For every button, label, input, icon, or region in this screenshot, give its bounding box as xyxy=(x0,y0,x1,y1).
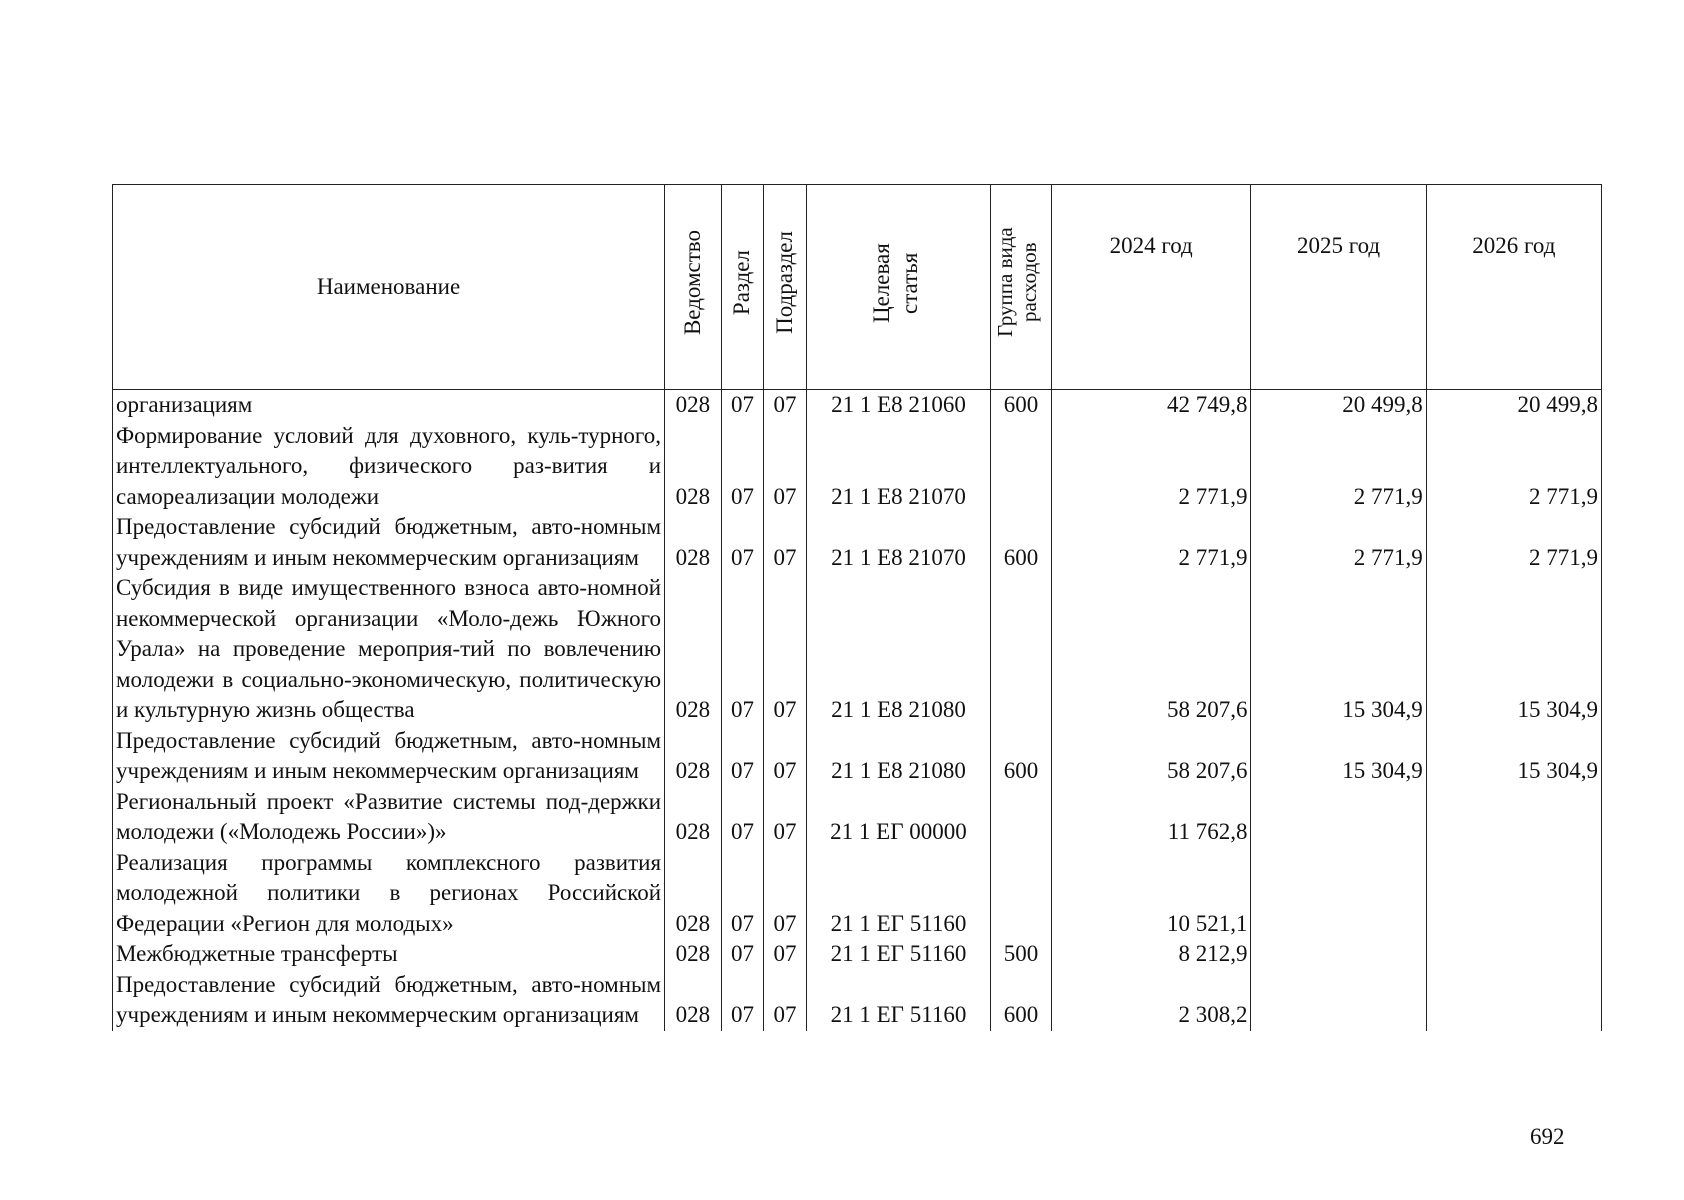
cell-2025 xyxy=(1251,848,1426,940)
cell-2026 xyxy=(1426,939,1601,970)
cell-2025 xyxy=(1251,970,1426,1031)
cell-subsection: 07 xyxy=(764,390,807,421)
cell-section: 07 xyxy=(721,573,764,726)
cell-2026 xyxy=(1426,848,1601,940)
cell-subsection: 07 xyxy=(764,726,807,787)
cell-section: 07 xyxy=(721,848,764,940)
table-row xyxy=(113,939,1602,970)
cell-target-article: 21 1 Е8 21080 xyxy=(806,726,990,787)
cell-ministry: 028 xyxy=(665,787,722,848)
cell-subsection: 07 xyxy=(764,787,807,848)
cell-ministry: 028 xyxy=(665,421,722,513)
cell-name: Формирование условий для духовного, куль-турного, интеллектуального, физического раз-вития и самореализации молодежи xyxy=(113,421,665,513)
cell-2024: 58 207,6 xyxy=(1051,573,1251,726)
table-row xyxy=(113,573,1602,726)
cell-subsection: 07 xyxy=(764,970,807,1031)
header-2026: 2026 год xyxy=(1426,185,1601,390)
cell-2026 xyxy=(1426,787,1601,848)
cell-name: Предоставление субсидий бюджетным, авто-номным учреждениям и иным некоммерческим организациям xyxy=(113,970,665,1031)
cell-name: Межбюджетные трансферты xyxy=(113,939,665,970)
cell-subsection: 07 xyxy=(764,421,807,513)
header-2024: 2024 год xyxy=(1051,185,1251,390)
cell-2026: 15 304,9 xyxy=(1426,726,1601,787)
table-row xyxy=(113,970,1602,1031)
cell-2024: 2 771,9 xyxy=(1051,512,1251,573)
cell-name: Субсидия в виде имущественного взноса авто-номной некоммерческой организации «Моло-дежь Южного Урала» на проведение мероприя-тий по вовлечению молодежи в социально-экономическую, политическую и культурную жизнь общества xyxy=(113,573,665,726)
cell-2025 xyxy=(1251,939,1426,970)
header-ministry: Ведомство xyxy=(665,185,722,390)
cell-2024: 8 212,9 xyxy=(1051,939,1251,970)
table-row xyxy=(113,726,1602,787)
cell-2026: 20 499,8 xyxy=(1426,390,1601,421)
header-section: Раздел xyxy=(721,185,764,390)
cell-target-article: 21 1 ЕГ 51160 xyxy=(806,970,990,1031)
table-row xyxy=(113,390,1602,421)
cell-subsection: 07 xyxy=(764,848,807,940)
header-name: Наименование xyxy=(113,185,665,390)
cell-2024: 11 762,8 xyxy=(1051,787,1251,848)
cell-2025: 2 771,9 xyxy=(1251,512,1426,573)
cell-target-article: 21 1 Е8 21070 xyxy=(806,512,990,573)
header-target-article: Целевая статья xyxy=(806,185,990,390)
cell-target-article: 21 1 ЕГ 51160 xyxy=(806,848,990,940)
cell-ministry: 028 xyxy=(665,390,722,421)
cell-2024: 2 771,9 xyxy=(1051,421,1251,513)
cell-ministry: 028 xyxy=(665,573,722,726)
cell-ministry: 028 xyxy=(665,848,722,940)
cell-2024: 58 207,6 xyxy=(1051,726,1251,787)
cell-subsection: 07 xyxy=(764,939,807,970)
cell-expense-group: 600 xyxy=(991,512,1052,573)
cell-2026: 2 771,9 xyxy=(1426,512,1601,573)
cell-section: 07 xyxy=(721,390,764,421)
cell-expense-group: 600 xyxy=(991,390,1052,421)
cell-2024: 2 308,2 xyxy=(1051,970,1251,1031)
cell-target-article: 21 1 Е8 21070 xyxy=(806,421,990,513)
cell-target-article: 21 1 ЕГ 51160 xyxy=(806,939,990,970)
cell-subsection: 07 xyxy=(764,512,807,573)
cell-name: Предоставление субсидий бюджетным, авто-номным учреждениям и иным некоммерческим организациям xyxy=(113,726,665,787)
cell-subsection: 07 xyxy=(764,573,807,726)
cell-2026: 2 771,9 xyxy=(1426,421,1601,513)
cell-name: организациям xyxy=(113,390,665,421)
cell-ministry: 028 xyxy=(665,970,722,1031)
table-header-row xyxy=(113,185,1602,390)
page-number: 692 xyxy=(1530,1124,1565,1149)
header-expense-group: Группа вида расходов xyxy=(991,185,1052,390)
cell-expense-group xyxy=(991,421,1052,513)
cell-2024: 42 749,8 xyxy=(1051,390,1251,421)
budget-table xyxy=(112,184,1602,1031)
cell-section: 07 xyxy=(721,421,764,513)
cell-2024: 10 521,1 xyxy=(1051,848,1251,940)
table-row xyxy=(113,421,1602,513)
cell-ministry: 028 xyxy=(665,726,722,787)
cell-expense-group xyxy=(991,848,1052,940)
cell-target-article: 21 1 Е8 21060 xyxy=(806,390,990,421)
cell-name: Реализация программы комплексного развития молодежной политики в регионах Российской Федерации «Регион для молодых» xyxy=(113,848,665,940)
cell-name: Предоставление субсидий бюджетным, авто-номным учреждениям и иным некоммерческим организациям xyxy=(113,512,665,573)
table-row xyxy=(113,512,1602,573)
cell-name: Региональный проект «Развитие системы под-держки молодежи («Молодежь России»)» xyxy=(113,787,665,848)
cell-section: 07 xyxy=(721,939,764,970)
cell-ministry: 028 xyxy=(665,939,722,970)
cell-2026 xyxy=(1426,970,1601,1031)
table-body xyxy=(113,390,1602,1031)
cell-section: 07 xyxy=(721,787,764,848)
cell-expense-group xyxy=(991,787,1052,848)
cell-2026: 15 304,9 xyxy=(1426,573,1601,726)
cell-section: 07 xyxy=(721,726,764,787)
header-2025: 2025 год xyxy=(1251,185,1426,390)
cell-expense-group xyxy=(991,573,1052,726)
cell-expense-group: 600 xyxy=(991,970,1052,1031)
cell-expense-group: 500 xyxy=(991,939,1052,970)
cell-2025: 15 304,9 xyxy=(1251,573,1426,726)
cell-2025: 2 771,9 xyxy=(1251,421,1426,513)
cell-2025: 20 499,8 xyxy=(1251,390,1426,421)
table-row xyxy=(113,787,1602,848)
header-subsection: Подраздел xyxy=(764,185,807,390)
table-row xyxy=(113,848,1602,940)
cell-ministry: 028 xyxy=(665,512,722,573)
cell-2025: 15 304,9 xyxy=(1251,726,1426,787)
cell-section: 07 xyxy=(721,970,764,1031)
cell-target-article: 21 1 ЕГ 00000 xyxy=(806,787,990,848)
cell-2025 xyxy=(1251,787,1426,848)
cell-section: 07 xyxy=(721,512,764,573)
cell-expense-group: 600 xyxy=(991,726,1052,787)
cell-target-article: 21 1 Е8 21080 xyxy=(806,573,990,726)
